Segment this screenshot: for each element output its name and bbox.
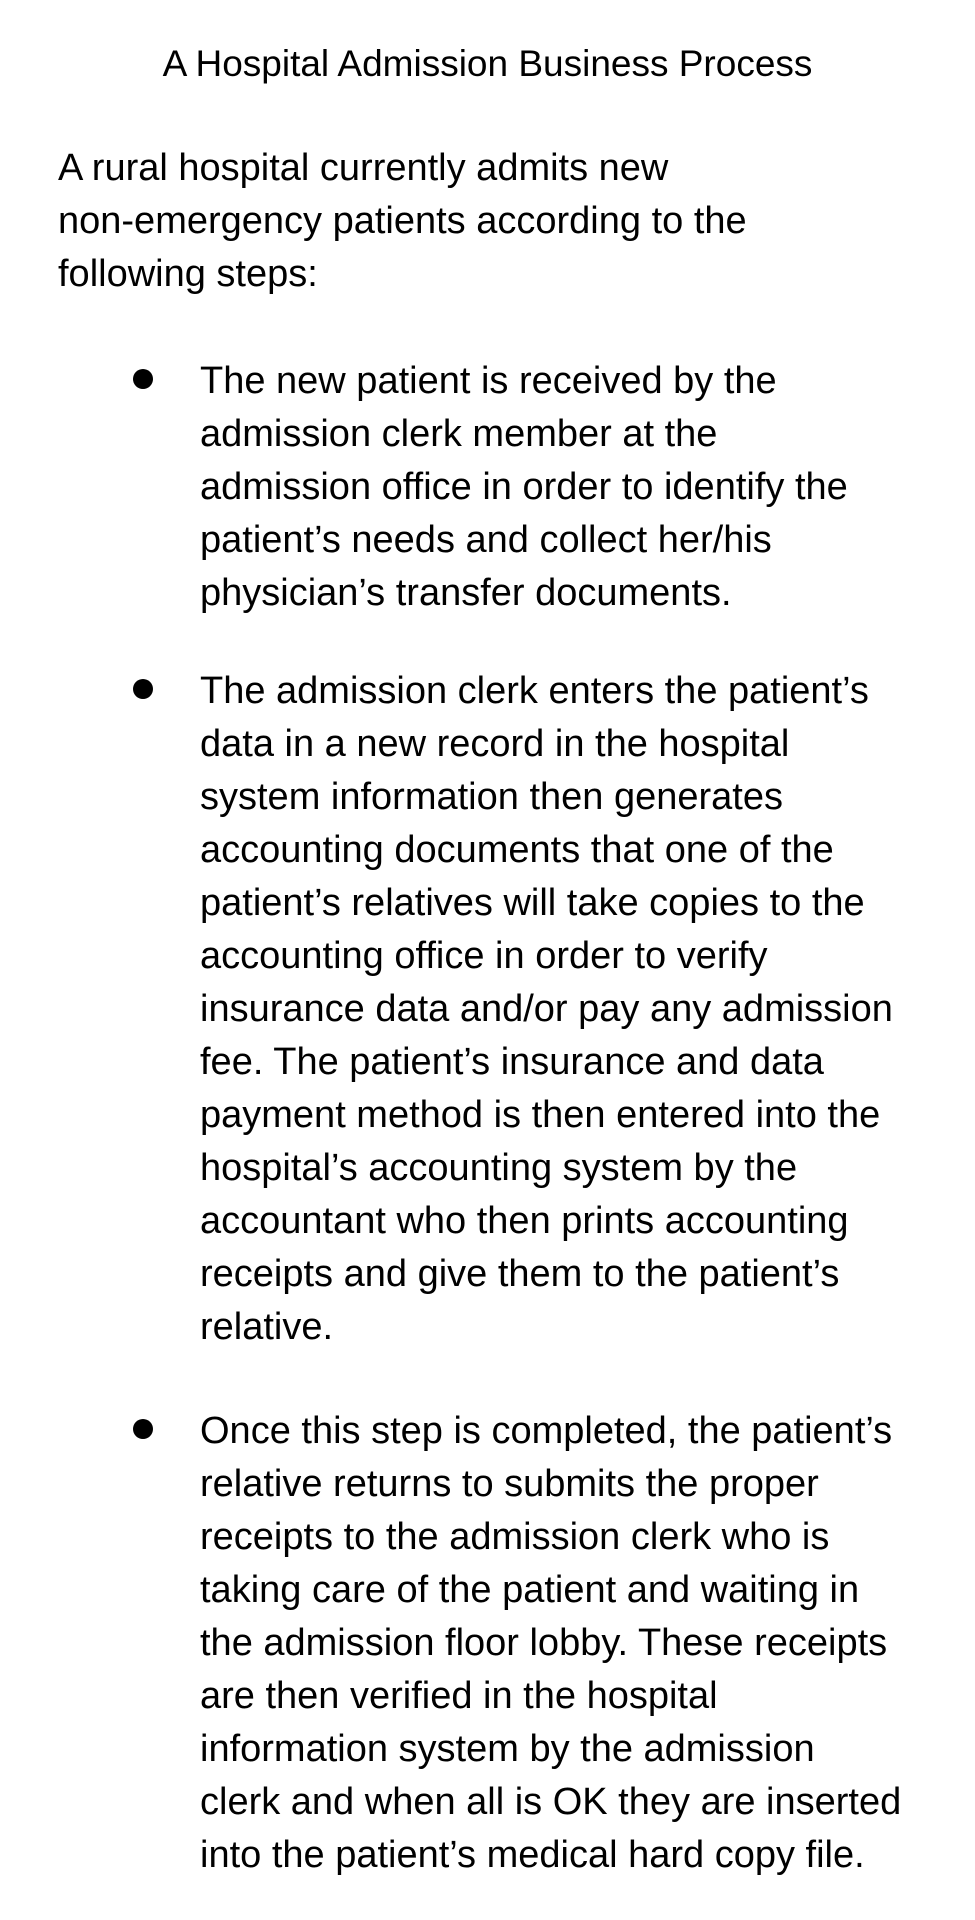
step-text: The new patient is received by the admission clerk member at the admission office in order to identify the patient’s needs and collect her/his physician’s transfer documents.: [200, 360, 848, 614]
bullet-icon: [133, 369, 153, 389]
bullet-icon: [133, 1419, 153, 1439]
step-text: The admission clerk enters the patient’s data in a new record in the hospital system information then generates accounting documents that one of the patient’s relatives will take copies to the accounting office in order to verify insurance data and/or pay any admission fee. The patient’s insurance and data payment method is then entered into the hospital’s accounting system by the accountant who then prints accounting receipts and give them to the patient’s relative.: [200, 670, 893, 1348]
intro-paragraph: A rural hospital currently admits new non-emergency patients according to the following steps:: [58, 147, 747, 295]
document-title: A Hospital Admission Business Process: [162, 43, 813, 84]
bullet-icon: [133, 679, 153, 699]
step-text: Once this step is completed, the patient’s relative returns to submits the proper receipts to the admission clerk who is taking care of the patient and waiting in the admission floor lobby. These receipts are then verified in the hospital information system by the admission clerk and when all is OK they are inserted into the patient’s medical hard copy file.: [200, 1410, 902, 1876]
